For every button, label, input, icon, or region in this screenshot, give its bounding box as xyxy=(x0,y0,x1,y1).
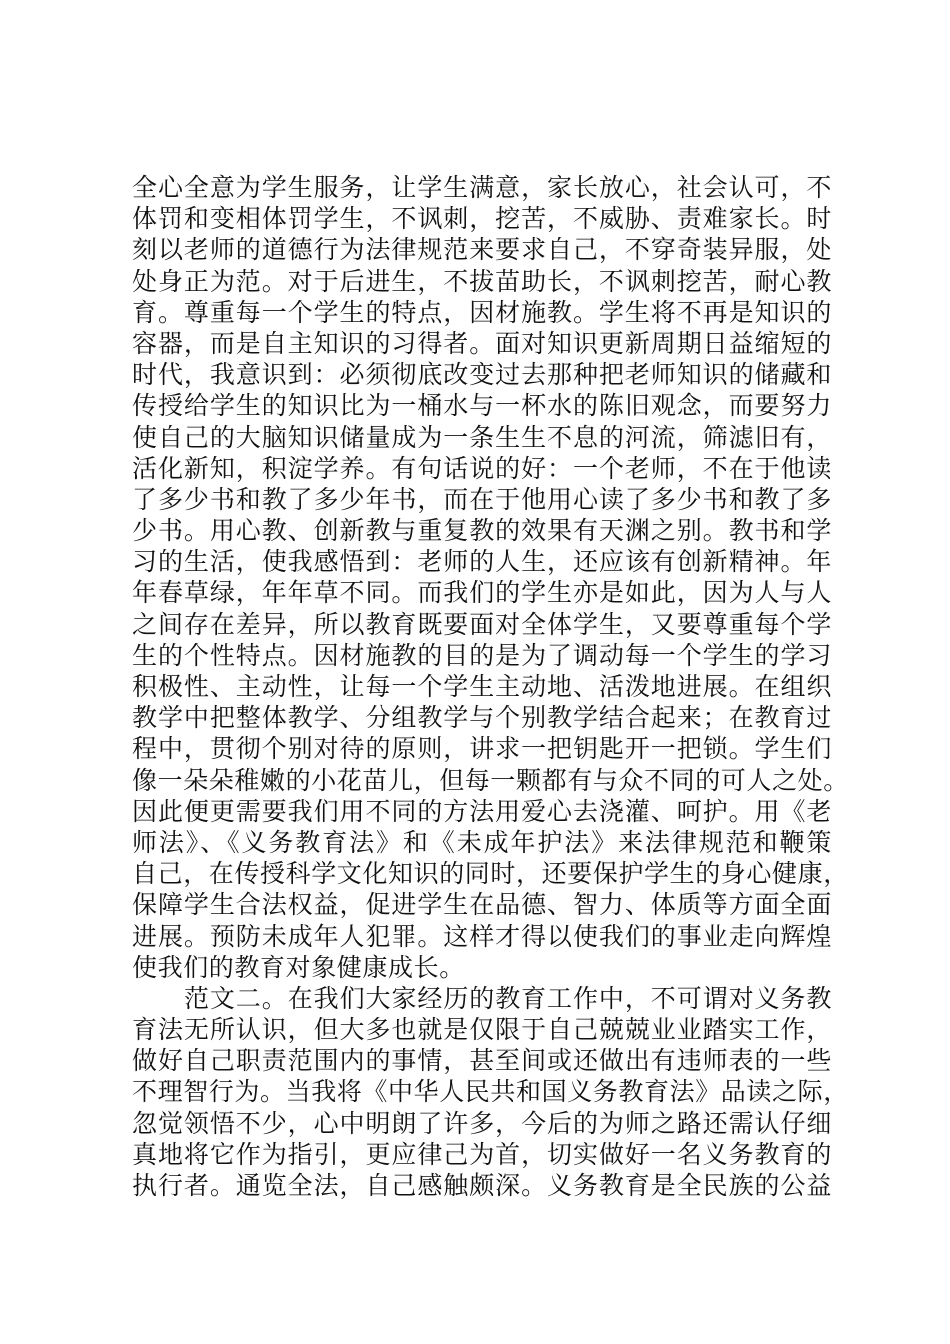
text-line: 真地将它作为指引，更应律己为首，切实做好一名义务教育的 xyxy=(132,1139,832,1169)
text-line: 进展。预防未成年人犯罪。这样才得以使我们的事业走向辉煌 xyxy=(132,921,832,951)
text-line: 使我们的教育对象健康成长。 xyxy=(132,952,465,982)
text-line: 年春草绿，年年草不同。而我们的学生亦是如此，因为人与人 xyxy=(132,578,832,608)
text-line: 刻以老师的道德行为法律规范来要求自己，不穿奇装异服，处 xyxy=(132,235,832,265)
text-line: 程中，贯彻个别对待的原则，讲求一把钥匙开一把锁。学生们 xyxy=(132,734,832,764)
text-line: 教学中把整体教学、分组教学与个别教学结合起来；在教育过 xyxy=(132,703,832,733)
text-line: 执行者。通览全法，自己感触颇深。义务教育是全民族的公益 xyxy=(132,1171,832,1200)
text-line: 自己，在传授科学文化知识的同时，还要保护学生的身心健康， xyxy=(132,859,849,889)
text-line: 生的个性特点。因材施教的目的是为了调动每一个学生的学习 xyxy=(132,640,832,670)
text-line: 活化新知，积淀学养。有句话说的好：一个老师，不在于他读 xyxy=(132,453,832,483)
text-line: 范文二。在我们大家经历的教育工作中，不可谓对义务教 xyxy=(184,983,832,1013)
text-line: 了多少书和教了多少年书，而在于他用心读了多少书和教了多 xyxy=(132,484,832,514)
text-line: 忽觉领悟不少，心中明朗了许多，今后的为师之路还需认仔细 xyxy=(132,1108,832,1138)
text-line: 传授给学生的知识比为一桶水与一杯水的陈旧观念，而要努力 xyxy=(132,391,832,421)
text-line: 时代，我意识到：必须彻底改变过去那种把老师知识的储藏和 xyxy=(132,360,832,390)
text-line: 全心全意为学生服务，让学生满意，家长放心，社会认可，不 xyxy=(132,173,832,202)
text-line: 因此便更需要我们用不同的方法用爱心去浇灌、呵护。用《老 xyxy=(132,796,832,826)
text-line: 师法》、《义务教育法》和《未成年护法》来法律规范和鞭策 xyxy=(132,827,832,857)
text-line: 容器，而是自主知识的习得者。面对知识更新周期日益缩短的 xyxy=(132,328,832,358)
text-line: 体罚和变相体罚学生，不讽刺，挖苦，不威胁、责难家长。时 xyxy=(132,204,832,234)
body-text xyxy=(132,172,849,1201)
text-line: 使自己的大脑知识储量成为一条生生不息的河流，筛滤旧有， xyxy=(132,422,832,452)
text-line: 做好自己职责范围内的事情，甚至间或还做出有违师表的一些 xyxy=(132,1046,832,1076)
text-line: 少书。用心教、创新教与重复教的效果有天渊之别。教书和学 xyxy=(132,516,832,546)
text-line: 积极性、主动性，让每一个学生主动地、活泼地进展。在组织 xyxy=(132,672,832,701)
text-line: 育。尊重每一个学生的特点，因材施教。学生将不再是知识的 xyxy=(132,297,832,327)
text-line: 处身正为范。对于后进生，不拔苗助长，不讽刺挖苦，耐心教 xyxy=(132,266,832,296)
text-line: 之间存在差异，所以教育既要面对全体学生，又要尊重每个学 xyxy=(132,609,832,639)
text-line: 育法无所认识，但大多也就是仅限于自己兢兢业业踏实工作， xyxy=(132,1015,832,1045)
text-line: 习的生活，使我感悟到：老师的人生，还应该有创新精神。年 xyxy=(132,547,832,577)
text-line: 不理智行为。当我将《中华人民共和国义务教育法》品读之际， xyxy=(132,1077,849,1107)
text-line: 保障学生合法权益，促进学生在品德、智力、体质等方面全面 xyxy=(132,890,832,920)
text-line: 像一朵朵稚嫩的小花苗儿，但每一颗都有与众不同的可人之处。 xyxy=(132,765,849,795)
